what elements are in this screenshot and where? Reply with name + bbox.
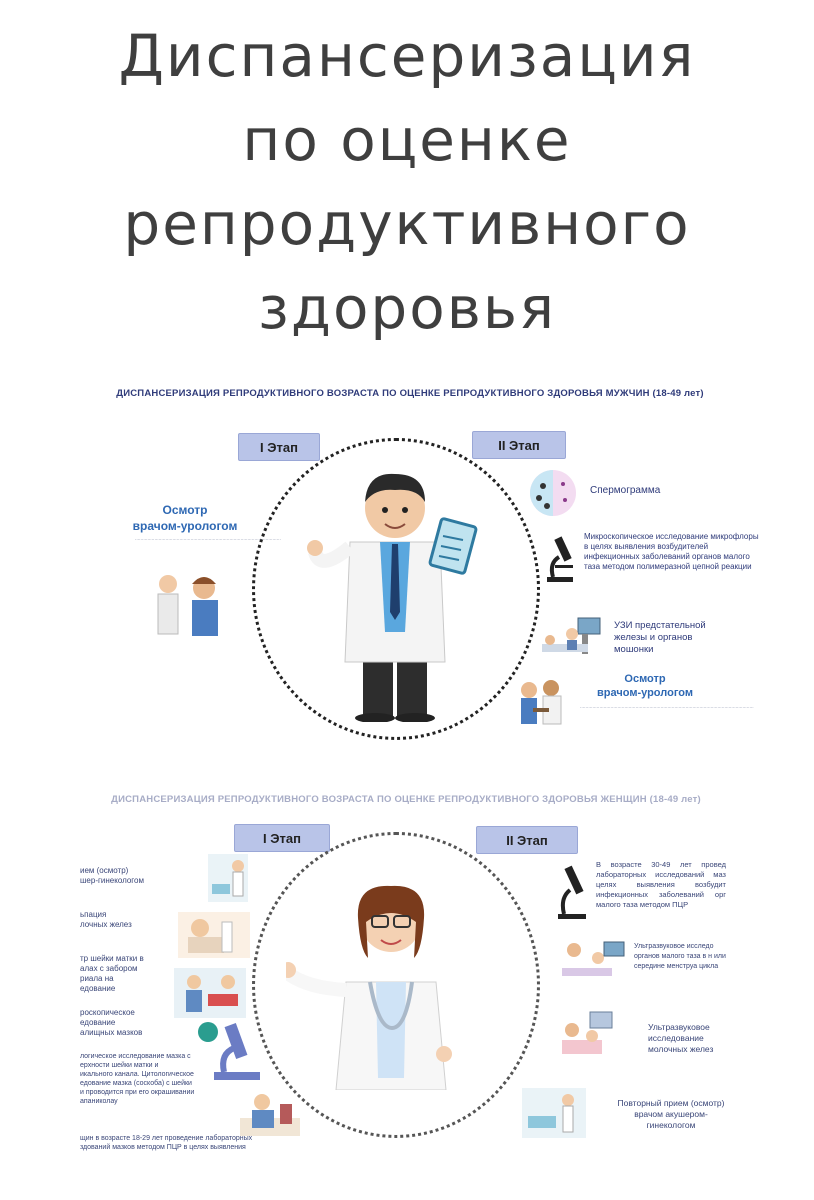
gynecologist-revisit-icon xyxy=(522,1088,586,1138)
men-stage-2-badge: II Этап xyxy=(472,431,566,459)
women-heading: ДИСПАНСЕРИЗАЦИЯ РЕПРОДУКТИВНОГО ВОЗРАСТА ПО ОЦЕНКЕ РЕПРОДУКТИВНОГО ЗДОРОВЬЯ ЖЕНЩИН (18-49 лет) xyxy=(111,794,701,805)
pelvic-ultrasound-icon xyxy=(558,938,628,986)
women-item-pcr: В возрасте 30-49 лет провед лабораторных исследований маз целях выявления возбудит инфекционных заболеваний орг малого таза методом ПЦР xyxy=(596,860,726,909)
sperm-icon xyxy=(525,468,581,518)
breast-ultrasound-icon xyxy=(560,1010,616,1062)
men-stage-1-badge: I Этап xyxy=(238,433,320,461)
women-stage-2-badge: II Этап xyxy=(476,826,578,854)
men-infographic xyxy=(60,380,760,740)
gynecologist-exam-icon xyxy=(208,854,248,902)
men-item-spermogram: Спермограмма xyxy=(590,485,661,496)
title-line-1: Диспансеризация xyxy=(118,22,696,90)
men-stage2-note: ............................................................................................................................. xyxy=(580,704,754,710)
urologist-exam-icon xyxy=(148,570,228,638)
microscope-icon xyxy=(543,533,577,583)
women-infographic xyxy=(56,790,756,1160)
title-line-3: репродуктивного xyxy=(123,190,691,258)
male-doctor-illustration xyxy=(305,462,495,722)
women-stage1-list: ием (осмотр) шер-гинекологом ьпация лочных желез тр шейки матки в алах с забором риала на едование роскопическое едование алищных мазков логическое исследование мазка с ерхности шейки матки и икального канала. Цитологическое едование мазка (соскоба) с шейки и проводится при его окрашивании апаниколау xyxy=(80,866,195,1105)
doctor-patient-icon xyxy=(515,678,565,726)
women-item-pelvic-ultrasound: Ультразвуковое исследо органов малого таза в н или середине менструа цикла xyxy=(634,943,726,970)
men-item-microscopy: Микроскопическое исследование микрофлоры в целях выявления возбудителей инфекционных заболеваний органов малого таза методом полимеразной цепной реакции xyxy=(584,532,759,571)
men-heading: ДИСПАНСЕРИЗАЦИЯ РЕПРОДУКТИВНОГО ВОЗРАСТА ПО ОЦЕНКЕ РЕПРОДУКТИВНОГО ЗДОРОВЬЯ МУЖЧИН (18-49 лет) xyxy=(116,388,704,399)
men-stage2-urologist: Осмотр врачом-урологом xyxy=(597,673,693,699)
female-doctor-illustration xyxy=(286,878,496,1090)
women-item-revisit: Повторный прием (осмотр) врачом акушером-гинекологом xyxy=(617,1098,725,1130)
women-stage-1-badge: I Этап xyxy=(234,824,330,852)
microscope-icon xyxy=(556,862,588,920)
title-line-2: по оценке xyxy=(242,106,572,174)
title-line-4: здоровья xyxy=(258,274,556,342)
page-title xyxy=(0,14,814,350)
men-stage1-item: Осмотр врачом-урологом xyxy=(132,503,238,533)
men-stage1-note: ......................................................................................................... xyxy=(135,536,281,542)
men-item-ultrasound: УЗИ предстательной железы и органов мошонки xyxy=(614,620,706,655)
women-stage1-pcr-note: щин в возрасте 18-29 лет проведение лабораторных здований мазков методом ПЦР в целях выявления xyxy=(80,1135,253,1151)
women-item-breast-ultrasound: Ультразвуковое исследование молочных желез xyxy=(648,1022,714,1054)
ultrasound-icon xyxy=(540,616,604,660)
lab-worker-icon xyxy=(240,1088,300,1136)
